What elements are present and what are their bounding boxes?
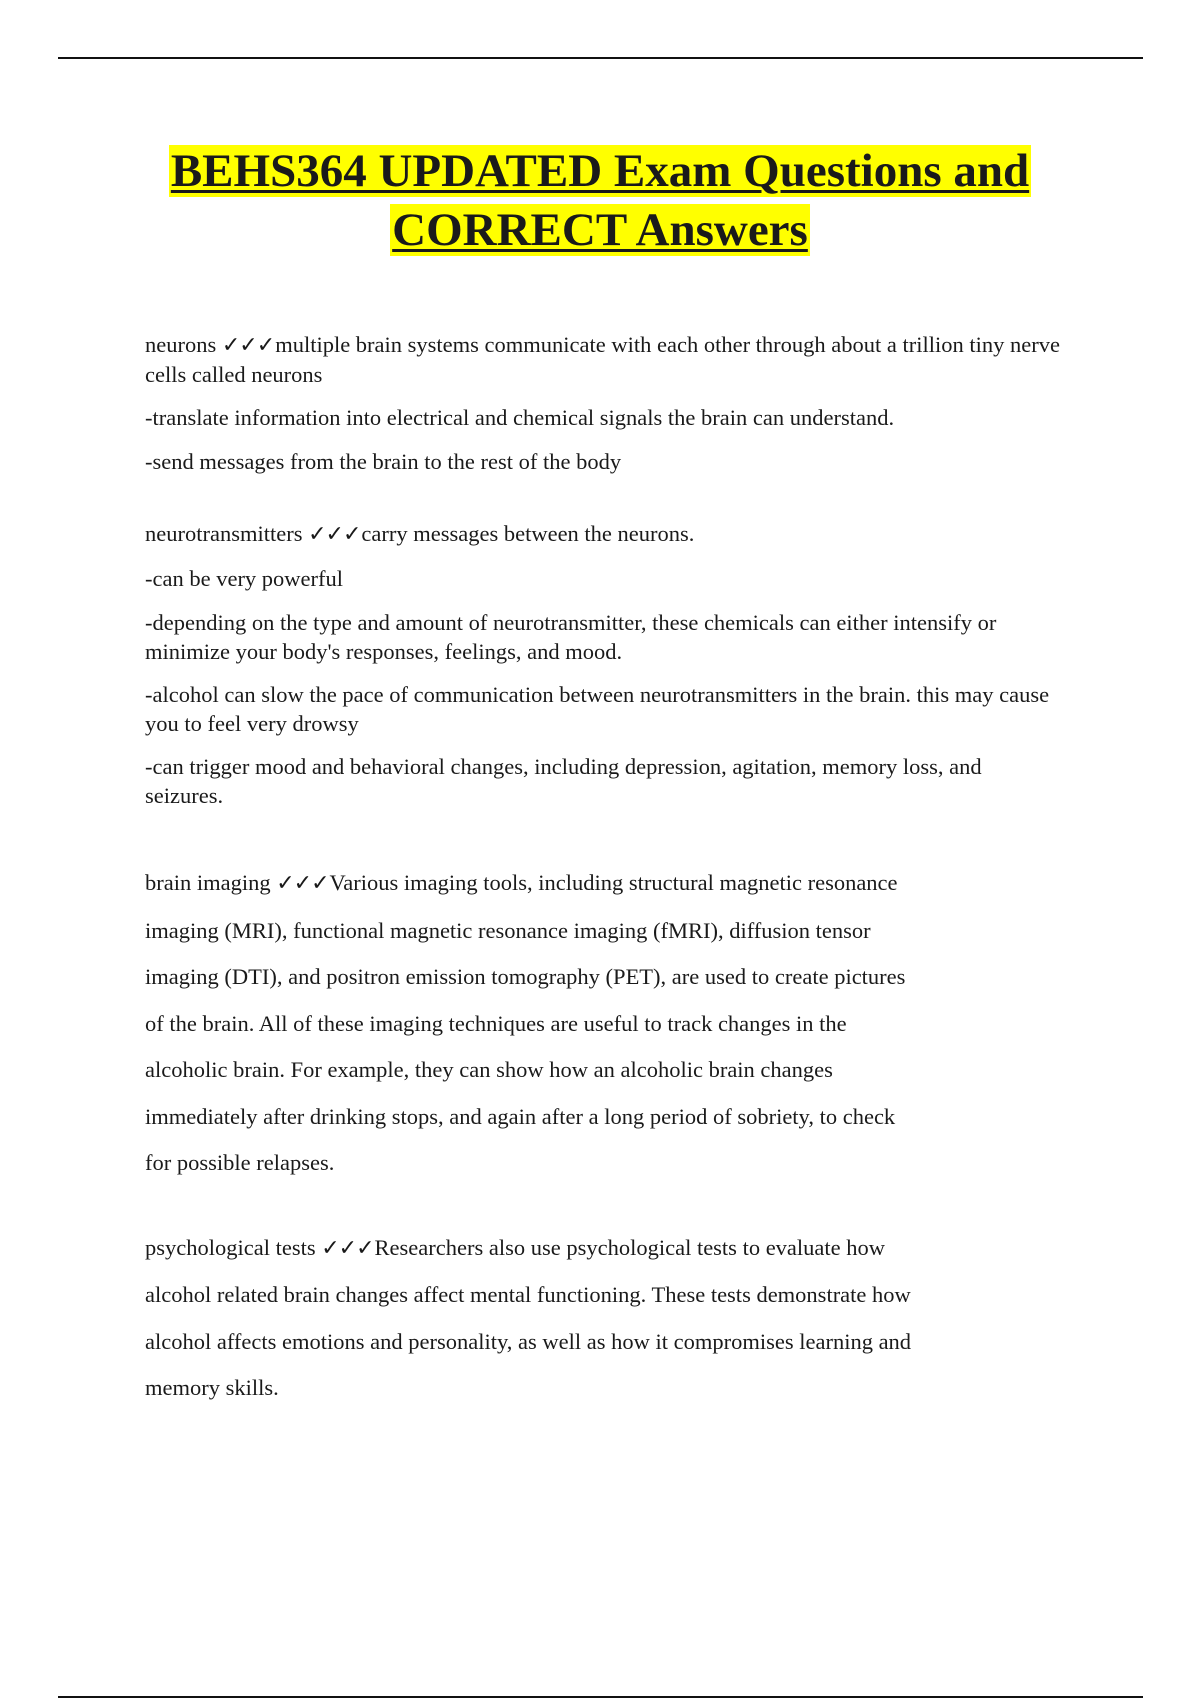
entry-term: brain imaging xyxy=(145,870,271,895)
entry-line: immediately after drinking stops, and again after a long period of sobriety, to check xyxy=(145,1103,896,1129)
checkmark-icon: ✓✓✓ xyxy=(308,522,361,547)
checkmark-icon: ✓✓✓ xyxy=(221,333,275,358)
entry-line: alcoholic brain. For example, they can show how an alcoholic brain changes xyxy=(145,1057,833,1082)
entry-definition-line xyxy=(145,1225,1065,1273)
entry-term: neurons xyxy=(145,332,217,357)
checkmark-icon: ✓✓✓ xyxy=(276,871,329,896)
entry-point: -can be very powerful xyxy=(145,566,344,591)
entry-term: neurotransmitters xyxy=(145,521,303,546)
entry-definition-line xyxy=(145,860,1065,908)
entry-definition-line xyxy=(145,330,1065,389)
entry-term: psychological tests xyxy=(145,1234,316,1260)
entry-point: -can trigger mood and behavioral changes, including depression, agitation, memory loss, and seizures. xyxy=(145,754,982,808)
top-rule xyxy=(58,57,1143,59)
entry-brain-imaging xyxy=(145,860,1065,1187)
entry-definition: carry messages between the neurons. xyxy=(361,521,695,546)
entry-point: -send messages from the brain to the rest of the body xyxy=(145,449,622,474)
entry-definition: Various imaging tools, including structural magnetic resonance xyxy=(329,870,898,895)
checkmark-icon: ✓✓✓ xyxy=(321,1235,374,1261)
entry-point: -translate information into electrical and chemical signals the brain can understand. xyxy=(145,405,895,430)
entry-line: memory skills. xyxy=(145,1375,279,1400)
entry-line: of the brain. All of these imaging techniques are useful to track changes in the xyxy=(145,1010,847,1036)
entry-definition: multiple brain systems communicate with each other through about a trillion tiny nerve cells called neurons xyxy=(145,332,1060,387)
entry-point: -depending on the type and amount of neurotransmitter, these chemicals can either intensify or minimize your body's responses, feelings, and mood. xyxy=(145,610,997,664)
entry-psychological-tests xyxy=(145,1225,1065,1412)
entry-line: imaging (MRI), functional magnetic resonance imaging (fMRI), diffusion tensor xyxy=(145,917,871,943)
entry-line: imaging (DTI), and positron emission tomography (PET), are used to create pictures xyxy=(145,964,906,989)
entry-neurotransmitters xyxy=(145,519,1065,810)
title-line-1: BEHS364 UPDATED Exam Questions and xyxy=(170,145,1030,197)
bottom-rule xyxy=(58,1696,1143,1698)
document-body xyxy=(145,330,1065,1412)
entry-neurons xyxy=(145,330,1065,477)
document-title xyxy=(0,142,1200,260)
entry-line: for possible relapses. xyxy=(145,1150,335,1175)
entry-definition: Researchers also use psychological tests to evaluate how xyxy=(374,1234,886,1260)
entry-point: -alcohol can slow the pace of communication between neurotransmitters in the brain. this may cause you to feel very drowsy xyxy=(145,682,1050,736)
entry-line: alcohol affects emotions and personality, as well as how it compromises learning and xyxy=(145,1328,912,1354)
entry-line: alcohol related brain changes affect mental functioning. These tests demonstrate how xyxy=(145,1282,911,1307)
entry-definition-line xyxy=(145,519,1065,550)
title-line-2: CORRECT Answers xyxy=(392,204,808,256)
